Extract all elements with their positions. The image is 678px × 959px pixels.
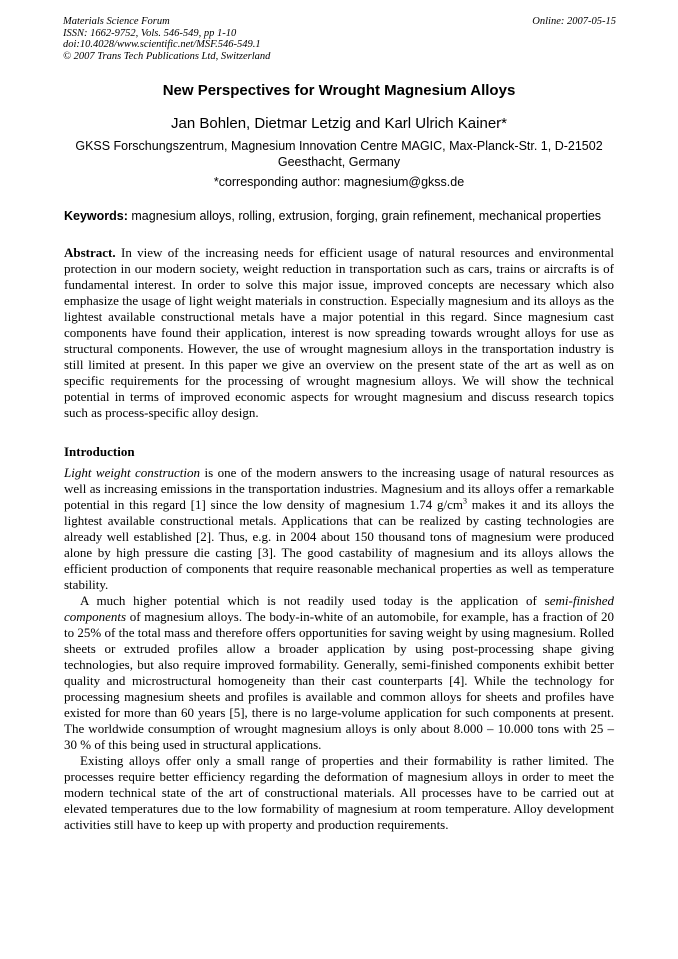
corresponding-author: *corresponding author: magnesium@gkss.de (213, 175, 465, 189)
paper-authors: Jan Bohlen, Dietmar Letzig and Karl Ulrich Kainer* (171, 115, 507, 132)
paragraph-2-text-a: A much higher potential which is not readily used today is the application of s (80, 593, 550, 608)
keywords (64, 209, 624, 223)
paragraph-1-lead: Light weight construction (64, 465, 201, 480)
paragraph-2-text-b: of magnesium alloys. The body-in-white of an automobile, for example, has a fraction of 20 to 25% of the total mass and therefore offers opportunities for saving weight by using magnesium. Rolled sheets or extruded profiles allow a broader application by using post-processing shape giving technologies, but also require improved formability. Generally, semi-finished components exhibit better quality and microstructural homogeneity than their cast counterparts [4]. While the technology for processing magnesium sheets and profiles is available and common alloys for sheets and profiles have existed for more than 60 years [5], there is no large-volume application for such components at present. The worldwide consumption of wrought magnesium alloys is only about 8.000 – 10.000 tons with 25 – 30 % of this being used in structural applications. (64, 609, 614, 752)
affiliation: GKSS Forschungszentrum, Magnesium Innovation Centre MAGIC, Max-Planck-Str. 1, D-21502 Geesthacht, Germany (75, 139, 603, 169)
paper-title: New Perspectives for Wrought Magnesium Alloys (162, 82, 516, 99)
keywords-label: Keywords: (64, 209, 128, 223)
journal-name: Materials Science Forum (63, 16, 170, 27)
abstract-text: In view of the increasing needs for efficient usage of natural resources and environmental protection in our modern society, weight reduction in transportation such as cars, trains or aircrafts is of fundamental interest. In order to solve this major issue, improved concepts are necessary which also emphasize the usage of light weight materials in construction. Especially magnesium and its alloys as the lightest available constructional metals have a major potential in this regard. Since magnesium cast components have found their application, interest is now spreading towards wrought alloys for use as structural components. However, the use of wrought magnesium alloys in the transportation industry is still limited at present. In this paper we give an overview on the present state of the art as well as on specific requirements for the processing of wrought magnesium alloys. We will show the technical potential in terms of improved economic aspects for wrought magnesium and discuss research topics such as process-specific alloy design. (64, 245, 615, 420)
superscript-3: 3 (463, 496, 468, 506)
abstract-label: Abstract. (64, 245, 116, 260)
journal-header (63, 16, 616, 62)
paragraph-1-text-b: makes it and its alloys the lightest available constructional metals. Applications that can be realized by casting technologies are already well established [2]. Thus, e.g. in 2004 about 150 thousand tons of magnesium were produced alone by high pressure die casting [3]. The good castability of magnesium and its alloys allows the efficient production of components that require reasonable mechanical properties as well as temperature stability. (64, 497, 614, 592)
journal-copyright: © 2007 Trans Tech Publications Ltd, Switzerland (63, 50, 271, 62)
journal-issn: ISSN: 1662-9752, Vols. 546-549, pp 1-10 (63, 27, 237, 39)
paragraph-1 (64, 465, 614, 593)
abstract (64, 245, 614, 421)
journal-doi: doi:10.4028/www.scientific.net/MSF.546-549.1 (63, 39, 261, 50)
paragraph-2 (64, 593, 614, 753)
section-heading-introduction: Introduction (64, 444, 135, 459)
paragraph-1-text-a: is one of the modern answers to the increasing usage of natural resources as well as increasing emissions in the transportation industries. Magnesium and its alloys offer a remarkable potential in this regard [1] since the low density of magnesium 1.74 g/cm (64, 465, 614, 512)
keywords-text: magnesium alloys, rolling, extrusion, forging, grain refinement, mechanical properties (131, 209, 602, 223)
paragraph-3: Existing alloys offer only a small range of properties and their formability is rather limited. The processes require better efficiency regarding the deformation of magnesium alloys in order to meet the modern technical state of the art of constructional materials. All processes have to be carried out at elevated temperatures due to the low formability of magnesium at room temperature. Alloy development activities still have to keep up with property and production requirements. (64, 753, 614, 832)
introduction-body (64, 465, 614, 833)
paragraph-2-italic: emi-finished components (64, 593, 614, 624)
online-date: Online: 2007-05-15 (532, 16, 616, 27)
